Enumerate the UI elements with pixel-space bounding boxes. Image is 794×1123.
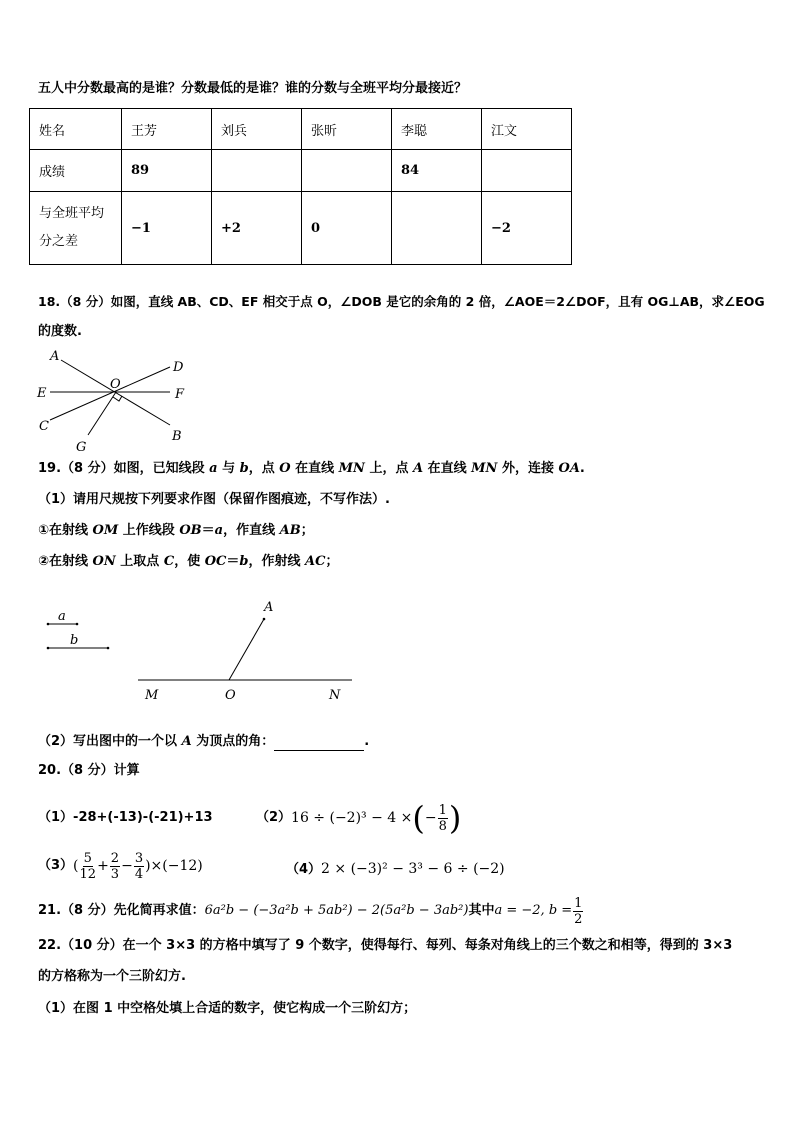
q20-title: 20.（8 分）计算 (38, 763, 140, 778)
q20-p1 (38, 809, 213, 827)
paren: ( (412, 799, 425, 837)
numerator: 1 (438, 802, 447, 818)
segment-b-end (47, 647, 50, 650)
text: ，作射线 (248, 554, 306, 569)
var: MN (471, 461, 498, 476)
label-b: b (70, 633, 79, 648)
q22-line1: 22.（10 分）在一个 3×3 的方格中填写了 9 个数字，使得每行、每列、每条对角线上的三个数之和相等，得到的 3×3 (38, 938, 733, 953)
var: AC (305, 554, 326, 569)
text: 在直线 (290, 461, 339, 476)
table-cell (482, 150, 572, 192)
q20-p3 (38, 849, 203, 883)
text: . (579, 461, 585, 476)
text: ，作直线 (223, 523, 280, 538)
text: 为顶点的角： (191, 734, 275, 749)
table-cell: +2 (212, 192, 302, 265)
label-a: A (50, 349, 60, 364)
text: ，点 (248, 461, 280, 476)
var: A (413, 461, 424, 476)
table-cell: 与全班平均分之差 (30, 192, 122, 265)
fraction (110, 851, 120, 882)
var: OB (179, 523, 202, 538)
expr: 6a²b − (−3a²b + 5ab²) − 2(5a²b − 3ab²) (204, 903, 469, 918)
expr: 2 × (−3)² − 3³ − 6 ÷ (−2) (321, 861, 505, 877)
text: ，使 (174, 554, 205, 569)
var: OM (92, 523, 119, 538)
q20-p4 (286, 860, 505, 879)
denominator: 8 (438, 818, 447, 834)
var: O (279, 461, 291, 476)
numerator: 1 (574, 895, 583, 911)
label-g: G (76, 440, 87, 455)
fraction (438, 803, 448, 834)
text: ＝ (201, 523, 215, 538)
text: 外，连接 (497, 461, 559, 476)
answer-blank[interactable] (274, 736, 364, 751)
q19-part1: （1）请用尺规按下列要求作图（保留作图痕迹，不写作法）. (38, 492, 390, 507)
table-cell: −1 (122, 192, 212, 265)
table-cell: 张昕 (302, 109, 392, 150)
text: ； (300, 523, 314, 538)
label-d: D (173, 360, 184, 375)
label: （4） (286, 862, 322, 877)
q17-question: 五人中分数最高的是谁？分数最低的是谁？谁的分数与全班平均分最接近？ (38, 81, 468, 96)
var: a (209, 461, 218, 476)
numerator: 5 (83, 850, 92, 866)
label-A: A (264, 600, 274, 615)
fraction (573, 896, 583, 927)
text: ①在射线 (38, 523, 93, 538)
minus: − (424, 810, 437, 826)
q18-text-line2: 的度数. (38, 324, 82, 339)
right-angle-mark (113, 396, 122, 401)
table-cell: 江文 (482, 109, 572, 150)
label-o: O (110, 377, 121, 392)
q18-figure (30, 345, 200, 455)
score-table (29, 108, 572, 265)
q21 (38, 893, 584, 929)
segment-a-end (47, 623, 50, 626)
table-row (30, 109, 572, 150)
numerator: 3 (134, 850, 144, 866)
label-b: B (172, 429, 182, 444)
q20-p2 (256, 801, 461, 835)
text: 上取点 (115, 554, 164, 569)
expr: )×(−12) (145, 858, 203, 874)
table-cell (302, 150, 392, 192)
label-c: C (39, 419, 49, 434)
text: ②在射线 (38, 554, 93, 569)
q19-part2 (38, 733, 369, 751)
label-f: F (175, 387, 185, 402)
q19-figure (40, 595, 360, 710)
label-O: O (225, 688, 236, 703)
q19-step1 (38, 522, 314, 540)
var: ON (92, 554, 116, 569)
table-cell: 刘兵 (212, 109, 302, 150)
expr: 16 ÷ (−2)³ − 4 × (291, 810, 413, 826)
var: b (239, 461, 249, 476)
segment-a-end (76, 623, 79, 626)
text: （2）写出图中的一个以 (38, 734, 182, 749)
op: − (121, 858, 133, 874)
text: 其中 (468, 903, 495, 918)
text: 与 (217, 461, 240, 476)
segment-oa (229, 619, 264, 680)
table-cell: 0 (302, 192, 392, 265)
var: b (239, 554, 249, 569)
fraction (134, 851, 144, 882)
text: 上，点 (364, 461, 413, 476)
q18-text-line1: 18.（8 分）如图，直线 AB、CD、EF 相交于点 O，∠DOB 是它的余角的 2 倍，∠AOE＝2∠DOF，且有 OG⊥AB，求∠EOG (38, 294, 765, 309)
label-e: E (37, 386, 47, 401)
label-a: a (58, 609, 66, 624)
condition: a = −2, b = (494, 903, 573, 918)
denominator: 4 (134, 866, 144, 882)
table-row (30, 150, 572, 192)
text: ＝ (226, 554, 240, 569)
denominator: 2 (574, 911, 583, 927)
text: . (364, 734, 370, 749)
var: OA (558, 461, 580, 476)
var: AB (279, 523, 301, 538)
var: C (163, 554, 175, 569)
text: 在直线 (423, 461, 472, 476)
denominator: 3 (110, 866, 120, 882)
text: 上作线段 (118, 523, 180, 538)
table-cell: −2 (482, 192, 572, 265)
var: MN (338, 461, 365, 476)
table-cell (392, 192, 482, 265)
paren: ( (73, 858, 79, 874)
text: ； (325, 554, 339, 569)
denominator: 12 (79, 866, 97, 882)
table-cell: 李聪 (392, 109, 482, 150)
table-cell: 成绩 (30, 150, 122, 192)
point-a (263, 618, 266, 621)
var: OC (204, 554, 227, 569)
numerator: 2 (110, 850, 120, 866)
line-cd (50, 367, 170, 420)
table-row (30, 192, 572, 265)
label: （1） (38, 810, 74, 825)
q22-part1: （1）在图 1 中空格处填上合适的数字，使它构成一个三阶幻方； (38, 1001, 417, 1016)
label: （3） (38, 858, 74, 873)
expr: -28+(-13)-(-21)+13 (73, 810, 213, 825)
fraction (80, 851, 97, 882)
text: 21.（8 分）先化简再求值： (38, 903, 205, 918)
table-cell: 姓名 (30, 109, 122, 150)
var: A (181, 734, 192, 749)
paren: ) (448, 799, 462, 837)
table-cell: 王芳 (122, 109, 212, 150)
var: a (214, 523, 224, 538)
ray-og (88, 392, 116, 435)
label: （2） (256, 810, 292, 825)
q19-text-line1 (38, 460, 585, 478)
text: 19.（8 分）如图，已知线段 (38, 461, 210, 476)
table-cell (212, 150, 302, 192)
op: + (97, 858, 109, 874)
table-cell: 84 (392, 150, 482, 192)
label-M: M (145, 688, 159, 703)
segment-b-end (107, 647, 110, 650)
q19-step2 (38, 553, 338, 571)
label-N: N (329, 688, 341, 703)
table-cell: 89 (122, 150, 212, 192)
q22-line2: 的方格称为一个三阶幻方. (38, 969, 186, 984)
